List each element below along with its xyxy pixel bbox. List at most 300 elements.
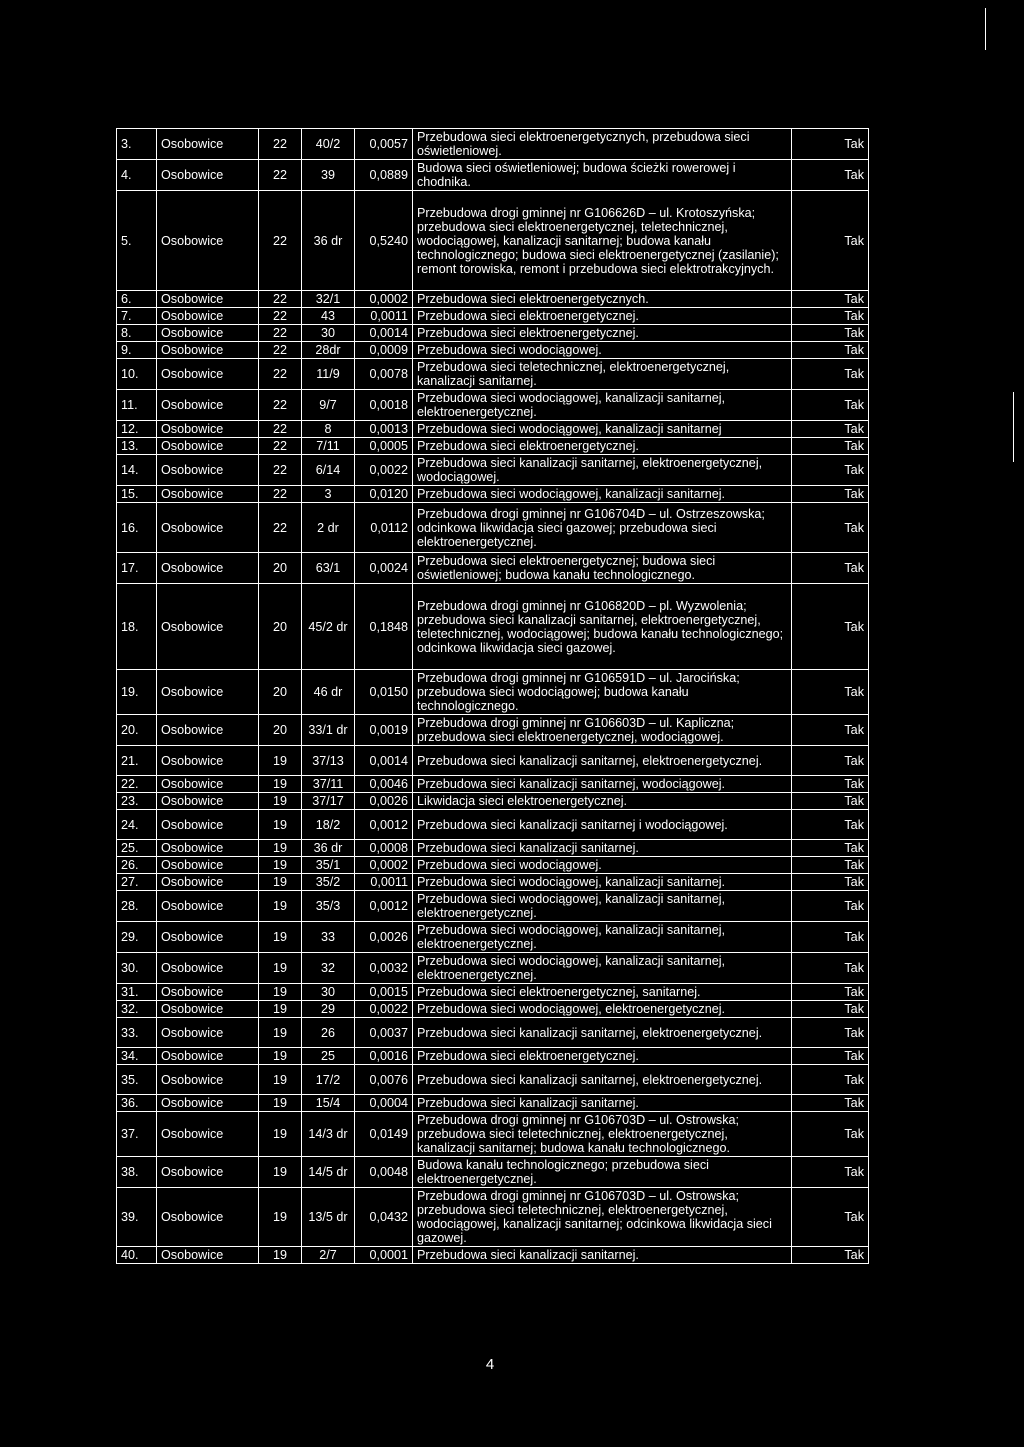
parcel-area: 0,0013 [355, 421, 413, 438]
parcel-number: 35/3 [302, 891, 355, 922]
sheet-number: 22 [259, 342, 302, 359]
parcel-area: 0,0076 [355, 1065, 413, 1095]
row-number: 5. [117, 191, 157, 291]
sheet-number: 19 [259, 1157, 302, 1188]
parcel-area: 0,0024 [355, 553, 413, 584]
sheet-number: 19 [259, 922, 302, 953]
table-row [117, 421, 869, 438]
parcel-number: 25 [302, 1048, 355, 1065]
parcel-number: 29 [302, 1001, 355, 1018]
sheet-number: 19 [259, 1001, 302, 1018]
table-row [117, 359, 869, 390]
table-row [117, 308, 869, 325]
parcel-area: 0,0016 [355, 1048, 413, 1065]
consent-value: Tak [792, 874, 869, 891]
table-row [117, 438, 869, 455]
consent-value: Tak [792, 553, 869, 584]
consent-value: Tak [792, 160, 869, 191]
scan-edge-mark [985, 8, 986, 50]
parcel-number: 14/3 dr [302, 1112, 355, 1157]
works-description: Przebudowa sieci wodociągowej, kanalizacji sanitarnej, elektroenergetycznej. [413, 390, 792, 421]
table-row [117, 486, 869, 503]
table-row [117, 455, 869, 486]
sheet-number: 19 [259, 984, 302, 1001]
consent-value: Tak [792, 746, 869, 776]
parcel-area: 0,0001 [355, 1247, 413, 1264]
sheet-number: 20 [259, 584, 302, 670]
parcel-number: 33/1 dr [302, 715, 355, 746]
parcel-number: 32/1 [302, 291, 355, 308]
consent-value: Tak [792, 1048, 869, 1065]
row-number: 35. [117, 1065, 157, 1095]
sheet-number: 22 [259, 455, 302, 486]
parcel-area: 0,0432 [355, 1188, 413, 1247]
works-description: Przebudowa sieci kanalizacji sanitarnej, elektroenergetycznej. [413, 746, 792, 776]
parcel-area: 0,0012 [355, 891, 413, 922]
row-number: 23. [117, 793, 157, 810]
table-row [117, 1001, 869, 1018]
row-number: 18. [117, 584, 157, 670]
table-row [117, 874, 869, 891]
row-number: 36. [117, 1095, 157, 1112]
scan-edge-mark [1013, 392, 1014, 462]
works-description: Przebudowa sieci teletechnicznej, elektroenergetycznej, kanalizacji sanitarnej. [413, 359, 792, 390]
consent-value: Tak [792, 1018, 869, 1048]
sheet-number: 20 [259, 670, 302, 715]
parcel-number: 30 [302, 325, 355, 342]
works-description: Przebudowa sieci elektroenergetycznych. [413, 291, 792, 308]
sheet-number: 19 [259, 746, 302, 776]
parcel-number: 18/2 [302, 810, 355, 840]
parcel-number: 8 [302, 421, 355, 438]
consent-value: Tak [792, 840, 869, 857]
works-description: Przebudowa drogi gminnej nr G106703D – ul. Ostrowska; przebudowa sieci teletechnicznej, elektroenergetycznej, wodociągowej, kanalizacji sanitarnej; odcinkowa likwidacja sieci gazowej. [413, 1188, 792, 1247]
table-row [117, 160, 869, 191]
consent-value: Tak [792, 810, 869, 840]
row-number: 29. [117, 922, 157, 953]
consent-value: Tak [792, 390, 869, 421]
precinct-name: Osobowice [157, 793, 259, 810]
precinct-name: Osobowice [157, 1001, 259, 1018]
sheet-number: 19 [259, 793, 302, 810]
works-description: Budowa sieci oświetleniowej; budowa ścieżki rowerowej i chodnika. [413, 160, 792, 191]
row-number: 25. [117, 840, 157, 857]
sheet-number: 22 [259, 486, 302, 503]
precinct-name: Osobowice [157, 553, 259, 584]
sheet-number: 22 [259, 390, 302, 421]
table-row [117, 191, 869, 291]
consent-value: Tak [792, 291, 869, 308]
parcel-number: 35/1 [302, 857, 355, 874]
precinct-name: Osobowice [157, 891, 259, 922]
works-description: Przebudowa sieci kanalizacji sanitarnej, elektroenergetycznej. [413, 1065, 792, 1095]
works-description: Przebudowa drogi gminnej nr G106603D – ul. Kapliczna; przebudowa sieci elektroenergetycznej, wodociągowej. [413, 715, 792, 746]
table-row [117, 922, 869, 953]
precinct-name: Osobowice [157, 129, 259, 160]
precinct-name: Osobowice [157, 857, 259, 874]
works-description: Przebudowa sieci wodociągowej, kanalizacji sanitarnej, elektroenergetycznej. [413, 891, 792, 922]
table-row [117, 953, 869, 984]
consent-value: Tak [792, 421, 869, 438]
parcel-area: 0,0149 [355, 1112, 413, 1157]
precinct-name: Osobowice [157, 191, 259, 291]
parcel-area: 0,0018 [355, 390, 413, 421]
row-number: 40. [117, 1247, 157, 1264]
table-row [117, 715, 869, 746]
precinct-name: Osobowice [157, 455, 259, 486]
works-description: Likwidacja sieci elektroenergetycznej. [413, 793, 792, 810]
works-description: Przebudowa sieci wodociągowej. [413, 342, 792, 359]
works-description: Przebudowa drogi gminnej nr G106704D – ul. Ostrzeszowska; odcinkowa likwidacja sieci gazowej; przebudowa sieci elektroenergetycznej. [413, 503, 792, 553]
sheet-number: 22 [259, 129, 302, 160]
parcel-area: 0,0026 [355, 922, 413, 953]
precinct-name: Osobowice [157, 421, 259, 438]
row-number: 22. [117, 776, 157, 793]
row-number: 32. [117, 1001, 157, 1018]
row-number: 38. [117, 1157, 157, 1188]
row-number: 20. [117, 715, 157, 746]
precinct-name: Osobowice [157, 438, 259, 455]
parcel-number: 32 [302, 953, 355, 984]
precinct-name: Osobowice [157, 840, 259, 857]
row-number: 16. [117, 503, 157, 553]
table-row [117, 776, 869, 793]
precinct-name: Osobowice [157, 359, 259, 390]
works-description: Przebudowa sieci elektroenergetycznej. [413, 1048, 792, 1065]
table-row [117, 291, 869, 308]
row-number: 34. [117, 1048, 157, 1065]
works-description: Przebudowa sieci kanalizacji sanitarnej i wodociągowej. [413, 810, 792, 840]
parcel-number: 63/1 [302, 553, 355, 584]
works-description: Przebudowa sieci kanalizacji sanitarnej. [413, 1247, 792, 1264]
table-row [117, 857, 869, 874]
precinct-name: Osobowice [157, 584, 259, 670]
precinct-name: Osobowice [157, 160, 259, 191]
consent-value: Tak [792, 793, 869, 810]
parcel-area: 0,0002 [355, 291, 413, 308]
row-number: 10. [117, 359, 157, 390]
parcel-area: 0,0014 [355, 746, 413, 776]
row-number: 11. [117, 390, 157, 421]
table-row [117, 1065, 869, 1095]
precinct-name: Osobowice [157, 810, 259, 840]
parcel-area: 0,0150 [355, 670, 413, 715]
consent-value: Tak [792, 1247, 869, 1264]
precinct-name: Osobowice [157, 503, 259, 553]
sheet-number: 19 [259, 1188, 302, 1247]
row-number: 33. [117, 1018, 157, 1048]
precinct-name: Osobowice [157, 325, 259, 342]
works-description: Przebudowa sieci kanalizacji sanitarnej, elektroenergetycznej. [413, 1018, 792, 1048]
precinct-name: Osobowice [157, 1048, 259, 1065]
works-description: Przebudowa sieci wodociągowej, kanalizacji sanitarnej, elektroenergetycznej. [413, 922, 792, 953]
sheet-number: 19 [259, 810, 302, 840]
row-number: 6. [117, 291, 157, 308]
sheet-number: 19 [259, 1065, 302, 1095]
precinct-name: Osobowice [157, 953, 259, 984]
consent-value: Tak [792, 438, 869, 455]
sheet-number: 20 [259, 715, 302, 746]
parcel-area: 0,0048 [355, 1157, 413, 1188]
sheet-number: 22 [259, 359, 302, 390]
table-row [117, 342, 869, 359]
consent-value: Tak [792, 1095, 869, 1112]
parcel-area: 0,0026 [355, 793, 413, 810]
row-number: 3. [117, 129, 157, 160]
works-description: Budowa kanału technologicznego; przebudowa sieci elektroenergetycznej. [413, 1157, 792, 1188]
table-row [117, 891, 869, 922]
precinct-name: Osobowice [157, 984, 259, 1001]
consent-value: Tak [792, 129, 869, 160]
sheet-number: 22 [259, 191, 302, 291]
row-number: 31. [117, 984, 157, 1001]
row-number: 28. [117, 891, 157, 922]
sheet-number: 19 [259, 891, 302, 922]
parcel-number: 36 dr [302, 840, 355, 857]
works-description: Przebudowa sieci elektroenergetycznej; budowa sieci oświetleniowej; budowa kanału technologicznego. [413, 553, 792, 584]
consent-value: Tak [792, 325, 869, 342]
sheet-number: 19 [259, 874, 302, 891]
parcel-area: 0,5240 [355, 191, 413, 291]
parcel-area: 0,0120 [355, 486, 413, 503]
parcel-number: 39 [302, 160, 355, 191]
parcel-number: 28dr [302, 342, 355, 359]
parcel-area: 0,0014 [355, 325, 413, 342]
parcel-number: 7/11 [302, 438, 355, 455]
works-description: Przebudowa sieci wodociągowej, elektroenergetycznej. [413, 1001, 792, 1018]
parcel-area: 0,0022 [355, 455, 413, 486]
sheet-number: 19 [259, 1095, 302, 1112]
parcel-number: 36 dr [302, 191, 355, 291]
precinct-name: Osobowice [157, 1188, 259, 1247]
parcel-number: 35/2 [302, 874, 355, 891]
parcel-area: 0,0011 [355, 308, 413, 325]
consent-value: Tak [792, 984, 869, 1001]
table-row [117, 325, 869, 342]
parcel-area: 0,0057 [355, 129, 413, 160]
parcel-number: 15/4 [302, 1095, 355, 1112]
parcel-area: 0,0112 [355, 503, 413, 553]
page-number: 4 [485, 1356, 495, 1373]
sheet-number: 19 [259, 840, 302, 857]
parcel-number: 26 [302, 1018, 355, 1048]
consent-value: Tak [792, 486, 869, 503]
parcel-number: 2 dr [302, 503, 355, 553]
consent-value: Tak [792, 857, 869, 874]
works-description: Przebudowa drogi gminnej nr G106820D – pl. Wyzwolenia; przebudowa sieci kanalizacji sanitarnej, elektroenergetycznej, teletechnicznej, wodociągowej; budowa kanału technologicznego; odcinkowa likwidacja sieci gazowej. [413, 584, 792, 670]
sheet-number: 19 [259, 776, 302, 793]
table-row [117, 1095, 869, 1112]
parcel-number: 3 [302, 486, 355, 503]
consent-value: Tak [792, 342, 869, 359]
works-description: Przebudowa sieci wodociągowej, kanalizacji sanitarnej, elektroenergetycznej. [413, 953, 792, 984]
table-row [117, 810, 869, 840]
precinct-name: Osobowice [157, 291, 259, 308]
sheet-number: 22 [259, 438, 302, 455]
consent-value: Tak [792, 503, 869, 553]
works-description: Przebudowa drogi gminnej nr G106591D – ul. Jarocińska; przebudowa sieci wodociągowej; budowa kanału technologicznego. [413, 670, 792, 715]
row-number: 4. [117, 160, 157, 191]
sheet-number: 22 [259, 503, 302, 553]
consent-value: Tak [792, 308, 869, 325]
table-row [117, 1048, 869, 1065]
sheet-number: 20 [259, 553, 302, 584]
works-description: Przebudowa sieci kanalizacji sanitarnej, wodociągowej. [413, 776, 792, 793]
precinct-name: Osobowice [157, 922, 259, 953]
parcel-number: 43 [302, 308, 355, 325]
works-description: Przebudowa sieci kanalizacji sanitarnej. [413, 1095, 792, 1112]
row-number: 30. [117, 953, 157, 984]
precinct-name: Osobowice [157, 342, 259, 359]
table-row [117, 840, 869, 857]
parcel-area: 0,0037 [355, 1018, 413, 1048]
works-description: Przebudowa sieci kanalizacji sanitarnej. [413, 840, 792, 857]
table-row [117, 670, 869, 715]
parcel-area: 0,0019 [355, 715, 413, 746]
table-row [117, 129, 869, 160]
parcel-number: 2/7 [302, 1247, 355, 1264]
parcel-number: 37/17 [302, 793, 355, 810]
row-number: 21. [117, 746, 157, 776]
consent-value: Tak [792, 953, 869, 984]
sheet-number: 19 [259, 857, 302, 874]
consent-value: Tak [792, 1188, 869, 1247]
sheet-number: 22 [259, 308, 302, 325]
precinct-name: Osobowice [157, 715, 259, 746]
sheet-number: 19 [259, 1112, 302, 1157]
table-row [117, 793, 869, 810]
works-description: Przebudowa sieci elektroenergetycznej. [413, 438, 792, 455]
consent-value: Tak [792, 1001, 869, 1018]
parcel-number: 9/7 [302, 390, 355, 421]
table-row [117, 1112, 869, 1157]
works-description: Przebudowa sieci wodociągowej, kanalizacji sanitarnej. [413, 486, 792, 503]
works-description: Przebudowa sieci elektroenergetycznej. [413, 308, 792, 325]
consent-value: Tak [792, 1065, 869, 1095]
works-description: Przebudowa drogi gminnej nr G106626D – ul. Krotoszyńska; przebudowa sieci elektroenergetycznej, teletechnicznej, wodociągowej, kanalizacji sanitarnej; budowa kanału technologicznego; budowa sieci elektroenergetycznej (zasilanie); remont torowiska, remont i przebudowa sieci elektrotrakcyjnych. [413, 191, 792, 291]
consent-value: Tak [792, 891, 869, 922]
works-description: Przebudowa sieci elektroenergetycznej. [413, 325, 792, 342]
row-number: 8. [117, 325, 157, 342]
row-number: 27. [117, 874, 157, 891]
parcel-number: 17/2 [302, 1065, 355, 1095]
sheet-number: 22 [259, 421, 302, 438]
parcel-area: 0,0046 [355, 776, 413, 793]
table-row [117, 553, 869, 584]
precinct-name: Osobowice [157, 776, 259, 793]
row-number: 26. [117, 857, 157, 874]
sheet-number: 19 [259, 1048, 302, 1065]
parcel-number: 14/5 dr [302, 1157, 355, 1188]
parcel-area: 0,0012 [355, 810, 413, 840]
parcel-number: 30 [302, 984, 355, 1001]
parcel-area: 0,0004 [355, 1095, 413, 1112]
precinct-name: Osobowice [157, 486, 259, 503]
precinct-name: Osobowice [157, 670, 259, 715]
row-number: 13. [117, 438, 157, 455]
table-row [117, 746, 869, 776]
parcel-area: 0,0011 [355, 874, 413, 891]
works-description: Przebudowa sieci kanalizacji sanitarnej, elektroenergetycznej, wodociągowej. [413, 455, 792, 486]
table-row [117, 1247, 869, 1264]
precinct-name: Osobowice [157, 390, 259, 421]
parcel-number: 45/2 dr [302, 584, 355, 670]
row-number: 19. [117, 670, 157, 715]
parcel-area: 0,0002 [355, 857, 413, 874]
row-number: 14. [117, 455, 157, 486]
works-description: Przebudowa sieci elektroenergetycznej, sanitarnej. [413, 984, 792, 1001]
table-row [117, 390, 869, 421]
parcel-area: 0,0008 [355, 840, 413, 857]
row-number: 24. [117, 810, 157, 840]
parcel-number: 37/13 [302, 746, 355, 776]
parcel-number: 46 dr [302, 670, 355, 715]
consent-value: Tak [792, 455, 869, 486]
parcels-table-container [116, 128, 868, 1264]
works-description: Przebudowa sieci wodociągowej, kanalizacji sanitarnej. [413, 874, 792, 891]
works-description: Przebudowa sieci wodociągowej. [413, 857, 792, 874]
precinct-name: Osobowice [157, 1095, 259, 1112]
parcel-number: 11/9 [302, 359, 355, 390]
consent-value: Tak [792, 191, 869, 291]
consent-value: Tak [792, 1157, 869, 1188]
parcel-area: 0,0005 [355, 438, 413, 455]
parcel-area: 0,0889 [355, 160, 413, 191]
parcel-area: 0,0009 [355, 342, 413, 359]
table-row [117, 1018, 869, 1048]
parcel-area: 0,0078 [355, 359, 413, 390]
row-number: 12. [117, 421, 157, 438]
parcel-area: 0,1848 [355, 584, 413, 670]
parcel-number: 13/5 dr [302, 1188, 355, 1247]
precinct-name: Osobowice [157, 1247, 259, 1264]
row-number: 15. [117, 486, 157, 503]
sheet-number: 19 [259, 953, 302, 984]
works-description: Przebudowa drogi gminnej nr G106703D – ul. Ostrowska; przebudowa sieci teletechnicznej, elektroenergetycznej, kanalizacji sanitarnej; budowa kanału technologicznego. [413, 1112, 792, 1157]
parcel-number: 37/11 [302, 776, 355, 793]
precinct-name: Osobowice [157, 1018, 259, 1048]
precinct-name: Osobowice [157, 1112, 259, 1157]
works-description: Przebudowa sieci wodociągowej, kanalizacji sanitarnej [413, 421, 792, 438]
table-row [117, 584, 869, 670]
parcels-table [116, 128, 869, 1264]
consent-value: Tak [792, 359, 869, 390]
row-number: 9. [117, 342, 157, 359]
parcel-area: 0,0032 [355, 953, 413, 984]
consent-value: Tak [792, 776, 869, 793]
table-row [117, 1188, 869, 1247]
precinct-name: Osobowice [157, 746, 259, 776]
table-row [117, 503, 869, 553]
consent-value: Tak [792, 670, 869, 715]
consent-value: Tak [792, 1112, 869, 1157]
parcel-number: 33 [302, 922, 355, 953]
sheet-number: 19 [259, 1247, 302, 1264]
table-row [117, 984, 869, 1001]
parcel-number: 6/14 [302, 455, 355, 486]
parcel-number: 40/2 [302, 129, 355, 160]
precinct-name: Osobowice [157, 1065, 259, 1095]
row-number: 37. [117, 1112, 157, 1157]
parcel-area: 0,0015 [355, 984, 413, 1001]
sheet-number: 22 [259, 291, 302, 308]
row-number: 17. [117, 553, 157, 584]
sheet-number: 22 [259, 160, 302, 191]
consent-value: Tak [792, 715, 869, 746]
precinct-name: Osobowice [157, 874, 259, 891]
row-number: 39. [117, 1188, 157, 1247]
works-description: Przebudowa sieci elektroenergetycznych, przebudowa sieci oświetleniowej. [413, 129, 792, 160]
